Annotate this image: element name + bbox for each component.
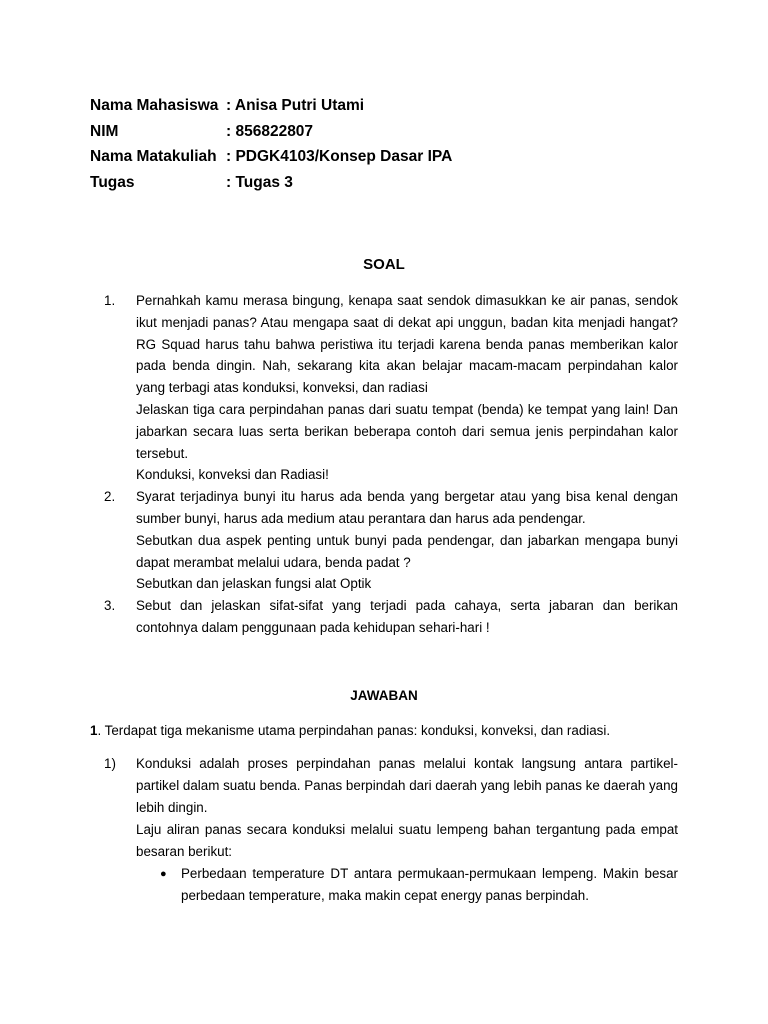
info-label: Nama Matakuliah [90,148,217,165]
info-row-name [90,93,452,119]
jawaban-heading: JAWABAN [350,688,418,703]
info-label: Nama Mahasiswa [90,97,219,114]
answer-intro-number: 1 [90,723,98,738]
question-list [104,290,678,639]
question-item-2 [104,486,678,595]
info-row-nim [90,119,452,145]
question-number: 3. [104,598,116,614]
question-item-1 [104,290,678,486]
question-paragraph: Sebutkan dua aspek penting untuk bunyi pada pendengar, dan jabarkan mengapa bunyi dapat merambat melalui udara, benda padat ? [136,532,678,570]
answer-intro-text: . Terdapat tiga mekanisme utama perpindahan panas: konduksi, konveksi, dan radiasi. [97,723,611,738]
soal-heading: SOAL [363,256,405,273]
info-label: Tugas [90,173,135,191]
answer-intro [90,720,610,742]
question-body [136,486,678,595]
question-paragraph: Syarat terjadinya bunyi itu harus ada benda yang bergetar atau yang bisa kenal dengan sumber bunyi, harus ada medium atau perantara dan harus ada pendengar. [136,489,678,526]
info-row-assignment [90,170,452,196]
info-row-course [90,144,452,170]
info-value: : PDGK4103/Konsep Dasar IPA [226,148,453,165]
info-label: NIM [90,122,119,140]
question-number: 1. [104,293,116,308]
question-number: 2. [104,489,116,505]
answer-paragraph: Konduksi adalah proses perpindahan panas melalui kontak langsung antara partikel-partikel dalam suatu benda. Panas berpindah dari daerah yang lebih panas ke daerah yang lebih dingin. [136,756,678,815]
info-value: : 856822807 [226,122,314,140]
question-paragraph: Pernahkah kamu merasa bingung, kenapa saat sendok dimasukkan ke air panas, sendok ikut menjadi panas? Atau mengapa saat di dekat api unggun, badan kita menjadi hangat? RG Squad harus tahu bahwa peristiwa itu terjadi karena benda panas memberikan kalor pada benda dingin. Nah, sekarang kita akan belajar macam-macam perpindahan kalor yang terbagi atas konduksi, konveksi, dan radiasi [136,293,678,396]
answer-point-1 [104,753,678,907]
answer-bullet-item [160,863,678,907]
answer-bullet-list [136,863,678,907]
answer-point-body [136,753,678,907]
question-body [136,595,678,639]
question-body [136,290,678,486]
question-paragraph: Sebutkan dan jelaskan fungsi alat Optik [136,576,372,592]
question-item-3 [104,595,678,639]
info-value: : Tugas 3 [226,173,293,191]
answer-paragraph: Laju aliran panas secara konduksi melalui suatu lempeng bahan tergantung pada empat besaran berikut: [136,822,678,859]
info-value: : Anisa Putri Utami [226,97,365,114]
question-paragraph: Sebut dan jelaskan sifat-sifat yang terjadi pada cahaya, serta jabaran dan berikan contohnya dalam penggunaan pada kehidupan sehari-hari ! [136,598,678,635]
question-paragraph: Konduksi, konveksi dan Radiasi! [136,467,329,483]
answer-point-number: 1) [104,756,116,771]
question-paragraph: Jelaskan tiga cara perpindahan panas dari suatu tempat (benda) ke tempat yang lain! Dan jabarkan secara luas serta berikan beberapa contoh dari semua jenis perpindahan kalor tersebut. [136,401,678,461]
bullet-icon: ● [160,868,167,880]
bullet-text: Perbedaan temperature DT antara permukaan-permukaan lempeng. Makin besar perbedaan temperature, maka makin cepat energy panas berpindah. [181,866,678,903]
student-info-header [90,93,452,195]
